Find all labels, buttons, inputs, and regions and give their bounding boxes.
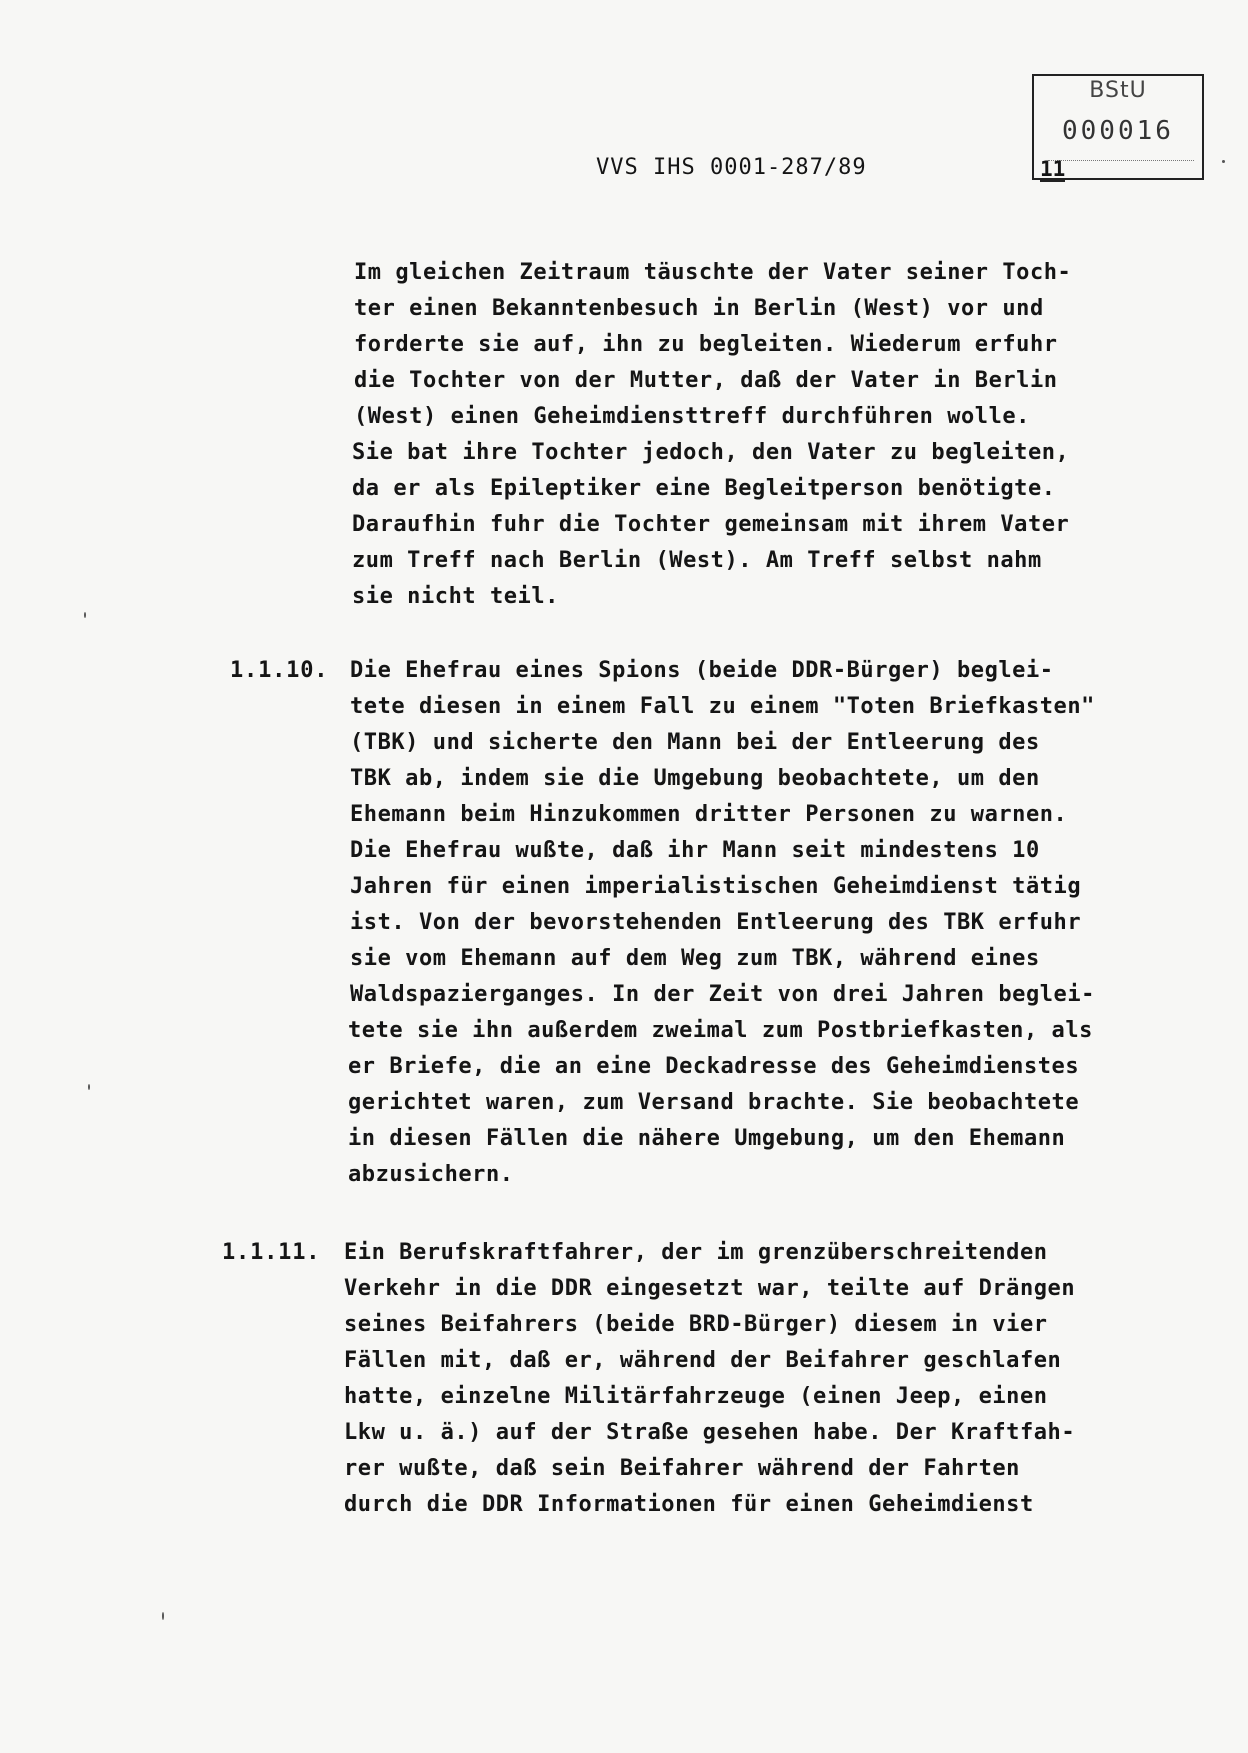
- text-line: durch die DDR Informationen für einen Geheimdienst: [344, 1492, 1034, 1517]
- text-line: rer wußte, daß sein Beifahrer während der Fahrten: [344, 1456, 1020, 1481]
- text-line: hatte, einzelne Militärfahrzeuge (einen Jeep, einen: [344, 1384, 1048, 1409]
- text-line: Verkehr in die DDR eingesetzt war, teilte auf Drängen: [344, 1276, 1076, 1301]
- text-line: gerichtet waren, zum Versand brachte. Sie beobachtete: [348, 1090, 1080, 1115]
- text-line: seines Beifahrers (beide BRD-Bürger) diesem in vier: [344, 1312, 1048, 1337]
- page-number: 11: [1040, 157, 1066, 181]
- text-line: sie vom Ehemann auf dem Weg zum TBK, während eines: [350, 946, 1040, 971]
- text-line: Daraufhin fuhr die Tochter gemeinsam mit ihrem Vater: [352, 512, 1070, 537]
- text-line: (West) einen Geheimdiensttreff durchführen wolle.: [354, 404, 1030, 429]
- text-line: Waldspazierganges. In der Zeit von drei Jahren beglei-: [350, 982, 1095, 1007]
- paragraph-number: 1.1.11.: [222, 1240, 321, 1265]
- text-line: Lkw u. ä.) auf der Straße gesehen habe. Der Kraftfah-: [344, 1420, 1076, 1445]
- text-line: zum Treff nach Berlin (West). Am Treff selbst nahm: [352, 548, 1042, 573]
- scan-speck: [162, 1612, 164, 1620]
- text-line: Im gleichen Zeitraum täuschte der Vater seiner Toch-: [354, 260, 1072, 285]
- text-line: Ehemann beim Hinzukommen dritter Personen zu warnen.: [350, 802, 1068, 827]
- text-line: ist. Von der bevorstehenden Entleerung des TBK erfuhr: [350, 910, 1082, 935]
- scan-speck: [84, 612, 86, 618]
- text-line: er Briefe, die an eine Deckadresse des Geheimdienstes: [348, 1054, 1080, 1079]
- text-line: Jahren für einen imperialistischen Geheimdienst tätig: [350, 874, 1082, 899]
- text-line: Die Ehefrau wußte, daß ihr Mann seit mindestens 10: [350, 838, 1040, 863]
- text-line: sie nicht teil.: [352, 584, 559, 609]
- scan-speck: [88, 1084, 90, 1090]
- text-line: Ein Berufskraftfahrer, der im grenzüberschreitenden: [344, 1240, 1048, 1265]
- text-line: (TBK) und sicherte den Mann bei der Entleerung des: [350, 730, 1040, 755]
- scan-speck: [1222, 160, 1225, 163]
- text-line: forderte sie auf, ihn zu begleiten. Wiederum erfuhr: [354, 332, 1058, 357]
- text-line: TBK ab, indem sie die Umgebung beobachtete, um den: [350, 766, 1040, 791]
- text-line: abzusichern.: [348, 1162, 514, 1187]
- text-line: da er als Epileptiker eine Begleitperson benötigte.: [352, 476, 1056, 501]
- stamp-archive-label: BStU: [1089, 78, 1147, 103]
- text-line: Die Ehefrau eines Spions (beide DDR-Bürger) beglei-: [350, 658, 1054, 683]
- document-reference: VVS IHS 0001-287/89: [596, 155, 867, 180]
- text-line: tete diesen in einem Fall zu einem "Toten Briefkasten": [350, 694, 1095, 719]
- text-line: ter einen Bekanntenbesuch in Berlin (West) vor und: [354, 296, 1044, 321]
- paragraph-number: 1.1.10.: [230, 658, 329, 683]
- text-line: die Tochter von der Mutter, daß der Vater in Berlin: [354, 368, 1058, 393]
- text-line: tete sie ihn außerdem zweimal zum Postbriefkasten, als: [348, 1018, 1093, 1043]
- text-line: Sie bat ihre Tochter jedoch, den Vater zu begleiten,: [352, 440, 1070, 465]
- text-line: Fällen mit, daß er, während der Beifahrer geschlafen: [344, 1348, 1062, 1373]
- stamp-divider: [1048, 160, 1194, 161]
- text-line: in diesen Fällen die nähere Umgebung, um den Ehemann: [348, 1126, 1066, 1151]
- stamp-number: 000016: [1062, 116, 1174, 146]
